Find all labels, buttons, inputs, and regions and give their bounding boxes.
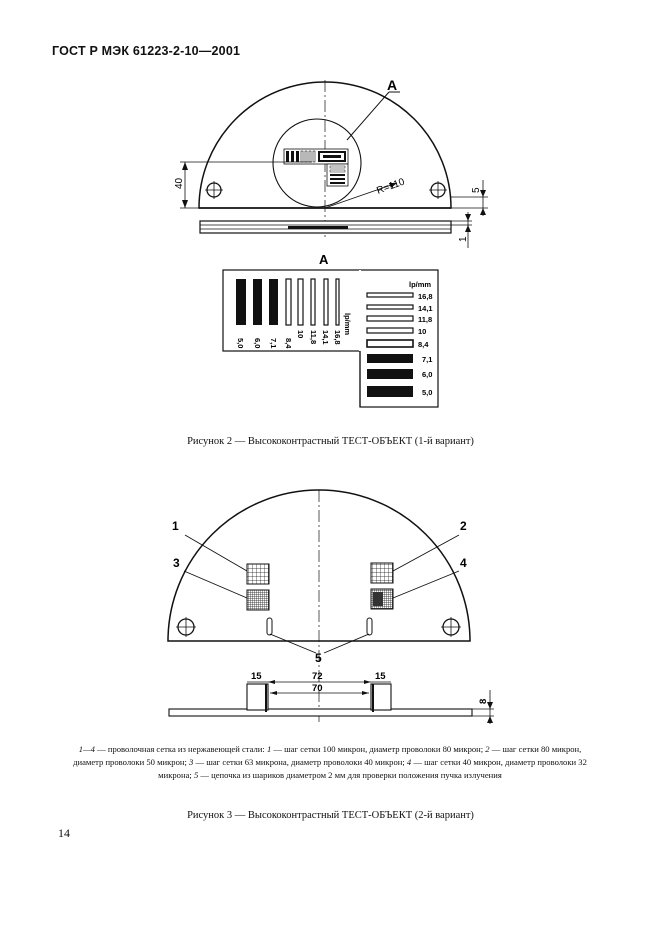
note-text-3: — шаг сетки 80 микрон, диаметр проволоки 50 микрон; [73, 744, 582, 767]
screw-hole-right [429, 181, 447, 199]
figure-2-drawing [0, 0, 661, 430]
dimension-1-label: 1 [458, 236, 469, 242]
dimension-15-left: 15 [251, 671, 262, 682]
right-unit-label: lp/mm [409, 280, 432, 289]
dimension-5-label: 5 [471, 187, 482, 193]
figure-3-caption: Рисунок 3 — Высококонтрастный ТЕСТ-ОБЪЕКТ (2-й вариант) [187, 810, 474, 821]
screw-hole-right-2 [441, 617, 461, 637]
dimension-70: 70 [312, 683, 323, 694]
figure-3-drawing [0, 480, 661, 740]
right-value-6: 7,1 [422, 355, 433, 364]
dimension-8: 8 [478, 698, 489, 704]
note-text-4: — шаг сетки 63 микрона, диаметр проволоки 40 микрон; [193, 757, 407, 767]
note-range: 1—4 [78, 744, 95, 754]
note-num-4: 4 [406, 757, 412, 767]
label-1: 1 [172, 519, 179, 533]
dimension-15-right: 15 [375, 671, 386, 682]
callout-a-label: А [387, 77, 398, 93]
page-number: 14 [58, 826, 70, 840]
note-text-1: — проволочная сетка из нержавеющей стали: [94, 744, 267, 754]
left-value-4: 8,4 [284, 338, 293, 349]
right-value-1: 16,8 [418, 292, 433, 301]
figure-3-notes [70, 743, 590, 782]
note-text-2: — шаг сетки 100 микрон, диаметр проволоки 80 микрон; [271, 744, 486, 754]
right-value-7: 6,0 [422, 370, 433, 379]
dimension-r110-label: R=110 [375, 176, 407, 197]
mesh-3 [247, 590, 269, 610]
right-value-4: 10 [418, 327, 427, 336]
label-3: 3 [173, 556, 180, 570]
right-value-5: 8,4 [418, 340, 429, 349]
screw-hole-left [205, 181, 223, 199]
bead-chain-left [267, 618, 272, 635]
mesh-2 [371, 563, 393, 583]
mini-test-pattern [284, 149, 348, 186]
left-unit-label: lp/mm [343, 313, 352, 336]
figure-2-caption: Рисунок 2 — Высококонтрастный ТЕСТ-ОБЪЕКТ (1-й вариант) [187, 436, 474, 447]
left-value-3: 7,1 [269, 338, 278, 349]
screw-hole-left-2 [176, 617, 196, 637]
label-2: 2 [460, 519, 467, 533]
note-num-5: 5 [193, 770, 199, 780]
bead-chain-right [367, 618, 372, 635]
left-value-7: 14,1 [321, 330, 330, 345]
label-5: 5 [315, 651, 322, 665]
right-value-8: 5,0 [422, 388, 433, 397]
note-num-3: 3 [189, 757, 194, 767]
note-num-2: 2 [485, 744, 490, 754]
document-header: ГОСТ Р МЭК 61223-2-10—2001 [52, 44, 241, 58]
left-value-5: 10 [296, 330, 305, 339]
left-value-6: 11,8 [309, 330, 318, 345]
left-value-8: 16,8 [333, 330, 342, 345]
mesh-1 [247, 564, 269, 584]
left-value-2: 6,0 [253, 338, 262, 349]
dimension-72: 72 [312, 671, 323, 682]
phantom-2-side-view [169, 709, 472, 716]
label-4: 4 [460, 556, 467, 570]
note-text-5: — шаг сетки 40 микрон, диаметр проволоки 32 микрона; [158, 757, 587, 780]
note-num-1: 1 [266, 744, 272, 754]
dimension-40-label: 40 [174, 177, 185, 189]
right-value-2: 14,1 [418, 304, 433, 313]
left-value-1: 5,0 [236, 338, 245, 349]
detail-a-title: А [319, 252, 329, 267]
note-text-6: — цепочка из шариков диаметром 2 мм для проверки положения пучка излучения [198, 770, 502, 780]
right-value-3: 11,8 [418, 315, 433, 324]
